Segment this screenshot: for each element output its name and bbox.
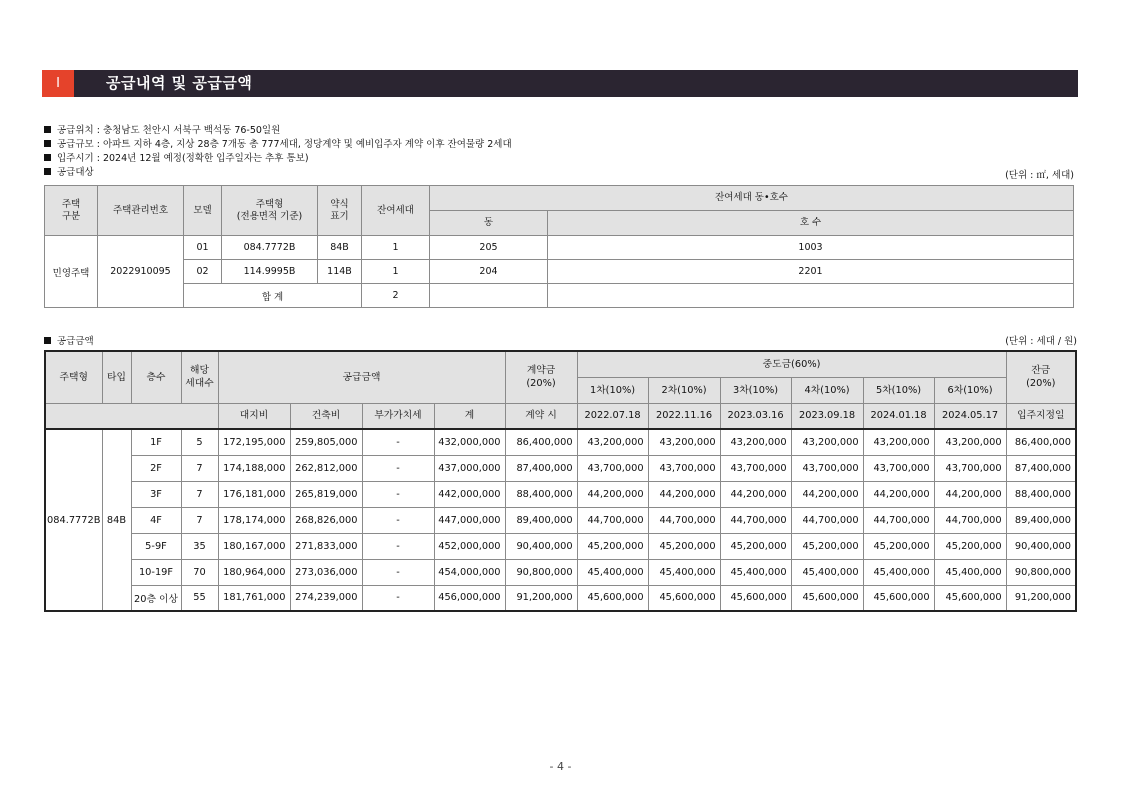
vat-cell: - [362,559,434,585]
middle-payment-cell: 43,200,000 [648,429,720,455]
header-abbr: 약식 표기 [318,186,362,236]
balance-cell: 87,400,000 [1006,455,1076,481]
count-cell: 1 [362,260,430,284]
middle-payment-cell: 44,200,000 [791,481,863,507]
middle-payment-cell: 43,700,000 [720,455,791,481]
supply-price-unit-note: (단위 : 세대 / 원) [1005,336,1077,347]
header-middle-6: 6차(10%) [934,377,1006,403]
building-cell: 265,819,000 [290,481,362,507]
total-label: 합 계 [184,284,362,308]
header-dong: 동 [430,211,548,236]
deposit-cell: 86,400,000 [505,429,577,455]
building-cell: 262,812,000 [290,455,362,481]
middle-payment-cell: 43,700,000 [934,455,1006,481]
middle-payment-cell: 45,400,000 [791,559,863,585]
building-cell: 273,036,000 [290,559,362,585]
table-row [45,260,1074,284]
middle-payment-cell: 43,700,000 [791,455,863,481]
balance-cell: 90,400,000 [1006,533,1076,559]
header-ho: 호 수 [548,211,1074,236]
floor-cell: 20층 이상 [131,585,181,611]
land-cell: 180,964,000 [218,559,290,585]
header-middle-date-4: 2023.09.18 [791,403,863,429]
dong-cell: 204 [430,260,548,284]
middle-payment-cell: 45,200,000 [648,533,720,559]
table-row [45,507,1076,533]
floor-cell: 10-19F [131,559,181,585]
vat-cell: - [362,429,434,455]
middle-payment-cell: 45,400,000 [577,559,648,585]
info-item: 공급대상 [44,166,512,180]
middle-payment-cell: 45,400,000 [934,559,1006,585]
ho-cell: 2201 [548,260,1074,284]
header-middle-payment: 중도금(60%) [577,351,1006,377]
units-cell: 35 [181,533,218,559]
floor-cell: 5-9F [131,533,181,559]
middle-payment-cell: 45,600,000 [648,585,720,611]
units-cell: 55 [181,585,218,611]
header-supply-amount: 공급금액 [218,351,505,403]
deposit-cell: 87,400,000 [505,455,577,481]
square-bullet-icon [44,140,51,147]
units-cell: 7 [181,455,218,481]
floor-cell: 1F [131,429,181,455]
header-middle-5: 5차(10%) [863,377,934,403]
building-cell: 268,826,000 [290,507,362,533]
middle-payment-cell: 43,700,000 [648,455,720,481]
supply-info-list [44,124,512,180]
model-cell: 01 [184,236,222,260]
header-sum: 계 [434,403,505,429]
count-cell: 1 [362,236,430,260]
vat-cell: - [362,481,434,507]
middle-payment-cell: 44,700,000 [791,507,863,533]
middle-payment-cell: 45,400,000 [863,559,934,585]
header-vat: 부가가치세 [362,403,434,429]
header-middle-date-6: 2024.05.17 [934,403,1006,429]
floor-cell: 3F [131,481,181,507]
deposit-cell: 90,800,000 [505,559,577,585]
land-cell: 174,188,000 [218,455,290,481]
header-middle-date-5: 2024.01.18 [863,403,934,429]
table-row [45,481,1076,507]
sum-cell: 452,000,000 [434,533,505,559]
header-middle-date-2: 2022.11.16 [648,403,720,429]
header-balance-when: 입주지정일 [1006,403,1076,429]
supply-target-table [44,185,1074,308]
square-bullet-icon [44,154,51,161]
middle-payment-cell: 43,200,000 [577,429,648,455]
floor-cell: 2F [131,455,181,481]
land-cell: 178,174,000 [218,507,290,533]
header-middle-2: 2차(10%) [648,377,720,403]
info-item: 입주시기 : 2024년 12월 예정(정확한 입주일자는 추후 통보) [44,152,512,166]
middle-payment-cell: 44,200,000 [648,481,720,507]
page-number: - 4 - [549,760,572,773]
middle-payment-cell: 45,200,000 [934,533,1006,559]
middle-payment-cell: 45,200,000 [577,533,648,559]
vat-cell: - [362,533,434,559]
abbr-cell: 114B [318,260,362,284]
middle-payment-cell: 45,200,000 [791,533,863,559]
middle-payment-cell: 45,400,000 [720,559,791,585]
info-item: 공급위치 : 충청남도 천안시 서북구 백석동 76-50일원 [44,124,512,138]
sum-cell: 442,000,000 [434,481,505,507]
units-cell: 70 [181,559,218,585]
header-land: 대지비 [218,403,290,429]
header-housing-category: 주택 구분 [45,186,98,236]
header-middle-date-3: 2023.03.16 [720,403,791,429]
middle-payment-cell: 43,200,000 [863,429,934,455]
middle-payment-cell: 43,200,000 [934,429,1006,455]
middle-payment-cell: 43,200,000 [720,429,791,455]
section-header-bar [42,70,1078,97]
floor-cell: 4F [131,507,181,533]
balance-cell: 91,200,000 [1006,585,1076,611]
vat-cell: - [362,507,434,533]
header-middle-4: 4차(10%) [791,377,863,403]
land-cell: 181,761,000 [218,585,290,611]
ho-cell: 1003 [548,236,1074,260]
middle-payment-cell: 44,200,000 [934,481,1006,507]
supply-target-unit-note: (단위 : ㎡, 세대) [1005,170,1074,181]
units-cell: 5 [181,429,218,455]
middle-payment-cell: 44,700,000 [863,507,934,533]
table-row [45,429,1076,455]
middle-payment-cell: 44,200,000 [577,481,648,507]
section-number: I [42,70,74,97]
vat-cell: - [362,455,434,481]
balance-cell: 88,400,000 [1006,481,1076,507]
middle-payment-cell: 43,700,000 [577,455,648,481]
supply-price-table [44,350,1077,612]
sum-cell: 437,000,000 [434,455,505,481]
header-middle-3: 3차(10%) [720,377,791,403]
abbr-cell: 84B [318,236,362,260]
middle-payment-cell: 45,200,000 [863,533,934,559]
header-building: 건축비 [290,403,362,429]
header-model: 모델 [184,186,222,236]
header-deposit-when: 계약 시 [505,403,577,429]
sum-cell: 454,000,000 [434,559,505,585]
middle-payment-cell: 44,700,000 [934,507,1006,533]
table-row [45,533,1076,559]
middle-payment-cell: 44,700,000 [720,507,791,533]
middle-payment-cell: 45,600,000 [863,585,934,611]
header-deposit: 계약금 (20%) [505,351,577,403]
type-cell: 84B [102,429,131,611]
middle-payment-cell: 45,600,000 [934,585,1006,611]
middle-payment-cell: 44,200,000 [863,481,934,507]
building-cell: 271,833,000 [290,533,362,559]
middle-payment-cell: 45,600,000 [577,585,648,611]
middle-payment-cell: 45,400,000 [648,559,720,585]
dong-cell: 205 [430,236,548,260]
middle-payment-cell: 45,600,000 [720,585,791,611]
type-cell: 114.9995B [222,260,318,284]
header-house-type: 주택형 (전용면적 기준) [222,186,318,236]
header-middle-date-1: 2022.07.18 [577,403,648,429]
header-remaining: 잔여세대 [362,186,430,236]
square-bullet-icon [44,337,51,344]
balance-cell: 90,800,000 [1006,559,1076,585]
header-mgmt-number: 주택관리번호 [98,186,184,236]
housing-category-cell: 민영주택 [45,236,98,308]
vat-cell: - [362,585,434,611]
total-count: 2 [362,284,430,308]
deposit-cell: 89,400,000 [505,507,577,533]
header-balance: 잔금 (20%) [1006,351,1076,403]
table-row [45,559,1076,585]
middle-payment-cell: 44,200,000 [720,481,791,507]
table-row [45,455,1076,481]
supply-price-heading: 공급금액 [44,333,94,347]
balance-cell: 86,400,000 [1006,429,1076,455]
table-row [45,585,1076,611]
header-type: 타입 [102,351,131,403]
land-cell: 180,167,000 [218,533,290,559]
table-row [45,236,1074,260]
middle-payment-cell: 43,200,000 [791,429,863,455]
deposit-cell: 91,200,000 [505,585,577,611]
header-house-type: 주택형 [45,351,102,403]
square-bullet-icon [44,126,51,133]
header-floor: 층수 [131,351,181,403]
land-cell: 176,181,000 [218,481,290,507]
square-bullet-icon [44,168,51,175]
middle-payment-cell: 44,700,000 [577,507,648,533]
type-cell: 084.7772B [222,236,318,260]
sum-cell: 456,000,000 [434,585,505,611]
total-row [45,284,1074,308]
units-cell: 7 [181,481,218,507]
mgmt-number-cell: 2022910095 [98,236,184,308]
building-cell: 274,239,000 [290,585,362,611]
balance-cell: 89,400,000 [1006,507,1076,533]
deposit-cell: 88,400,000 [505,481,577,507]
middle-payment-cell: 44,700,000 [648,507,720,533]
middle-payment-cell: 43,700,000 [863,455,934,481]
middle-payment-cell: 45,200,000 [720,533,791,559]
price-rows [45,429,1076,611]
sum-cell: 432,000,000 [434,429,505,455]
house-type-cell: 084.7772B [45,429,102,611]
section-title: 공급내역 및 공급금액 [106,74,253,92]
units-cell: 7 [181,507,218,533]
building-cell: 259,805,000 [290,429,362,455]
middle-payment-cell: 45,600,000 [791,585,863,611]
land-cell: 172,195,000 [218,429,290,455]
deposit-cell: 90,400,000 [505,533,577,559]
model-cell: 02 [184,260,222,284]
sum-cell: 447,000,000 [434,507,505,533]
header-middle-1: 1차(10%) [577,377,648,403]
info-item: 공급규모 : 아파트 지하 4층, 지상 28층 7개동 총 777세대, 정당계약 및 예비입주자 계약 이후 잔여물량 2세대 [44,138,512,152]
header-dong-ho: 잔여세대 동•호수 [430,186,1074,211]
header-units: 해당 세대수 [181,351,218,403]
